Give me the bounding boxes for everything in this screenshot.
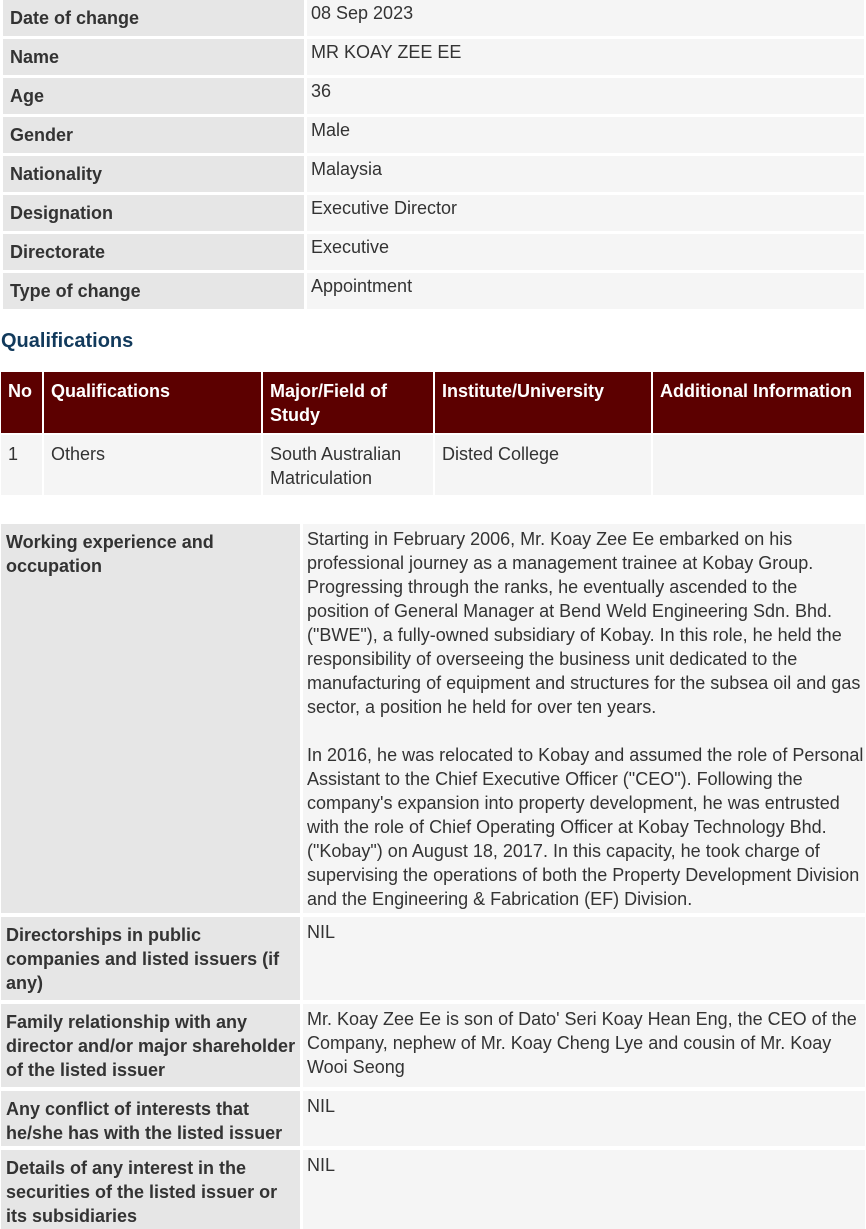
details-label: Age (3, 78, 304, 114)
details-row (0, 195, 866, 231)
conflict-of-interests-label: Any conflict of interests that he/she has with the listed issuer (1, 1091, 300, 1146)
securities-interest-label: Details of any interest in the securities of the listed issuer or its subsidiaries (1, 1150, 300, 1229)
column-header-major: Major/Field of Study (263, 372, 433, 433)
details-row (0, 156, 866, 192)
table-cell-institute: Disted College (435, 435, 651, 495)
details-value: 36 (307, 78, 864, 114)
details-row (0, 39, 866, 75)
working-experience-paragraph: In 2016, he was relocated to Kobay and assumed the role of Personal Assistant to the Chief Executive Officer ("CEO"). Following the company's expansion into property development, he was entrusted with the role of Chief Operating Officer at Kobay Technology Bhd. ("Kobay") on August 18, 2017. In this capacity, he took charge of supervising the operations of both the Property Development Division and the Engineering & Fabrication (EF) Division. (307, 745, 864, 909)
details-value: Executive Director (307, 195, 864, 231)
table-cell-major: South Australian Matriculation (263, 435, 433, 495)
details-label: Date of change (3, 0, 304, 36)
family-relationship-label: Family relationship with any director and/or major shareholder of the listed issuer (1, 1004, 300, 1087)
family-relationship-value: Mr. Koay Zee Ee is son of Dato' Seri Koay Hean Eng, the CEO of the Company, nephew of Mr. Koay Cheng Lye and cousin of Mr. Koay Wooi Seong (303, 1004, 865, 1087)
table-cell-additional-info (653, 435, 864, 495)
details-value: Malaysia (307, 156, 864, 192)
details-label: Nationality (3, 156, 304, 192)
qualifications-table (0, 372, 866, 495)
details-row (0, 78, 866, 114)
working-experience-paragraph: Starting in February 2006, Mr. Koay Zee Ee embarked on his professional journey as a management trainee at Kobay Group. Progressing through the ranks, he eventually ascended to the position of General Manager at Bend Weld Engineering Sdn. Bhd. ("BWE"), a fully-owned subsidiary of Kobay. In this role, he held the responsibility of overseeing the business unit dedicated to the manufacturing of equipment and structures for the subsea oil and gas sector, a position he held for over ten years. (307, 529, 861, 717)
column-header-additional-info: Additional Information (653, 372, 864, 433)
details-value: Male (307, 117, 864, 153)
details-label: Gender (3, 117, 304, 153)
details-row (0, 117, 866, 153)
conflict-of-interests-value: NIL (303, 1091, 865, 1146)
details-row (0, 234, 866, 270)
qualifications-heading: Qualifications (1, 330, 134, 352)
directorships-label: Directorships in public companies and listed issuers (if any) (1, 917, 300, 1000)
table-cell-no: 1 (1, 435, 42, 495)
column-header-no: No (1, 372, 42, 433)
directorships-value: NIL (303, 917, 865, 1000)
working-experience-label: Working experience and occupation (1, 524, 300, 913)
details-label: Type of change (3, 273, 304, 309)
column-header-institute: Institute/University (435, 372, 651, 433)
table-cell-qualification: Others (44, 435, 261, 495)
securities-interest-value: NIL (303, 1150, 865, 1229)
details-label: Directorate (3, 234, 304, 270)
details-value: Appointment (307, 273, 864, 309)
details-row (0, 0, 866, 36)
details-value: Executive (307, 234, 864, 270)
column-header-qualifications: Qualifications (44, 372, 261, 433)
details-label: Designation (3, 195, 304, 231)
working-experience-value (303, 524, 865, 913)
details-value: 08 Sep 2023 (307, 0, 864, 36)
details-label: Name (3, 39, 304, 75)
details-row (0, 273, 866, 309)
details-value: MR KOAY ZEE EE (307, 39, 864, 75)
